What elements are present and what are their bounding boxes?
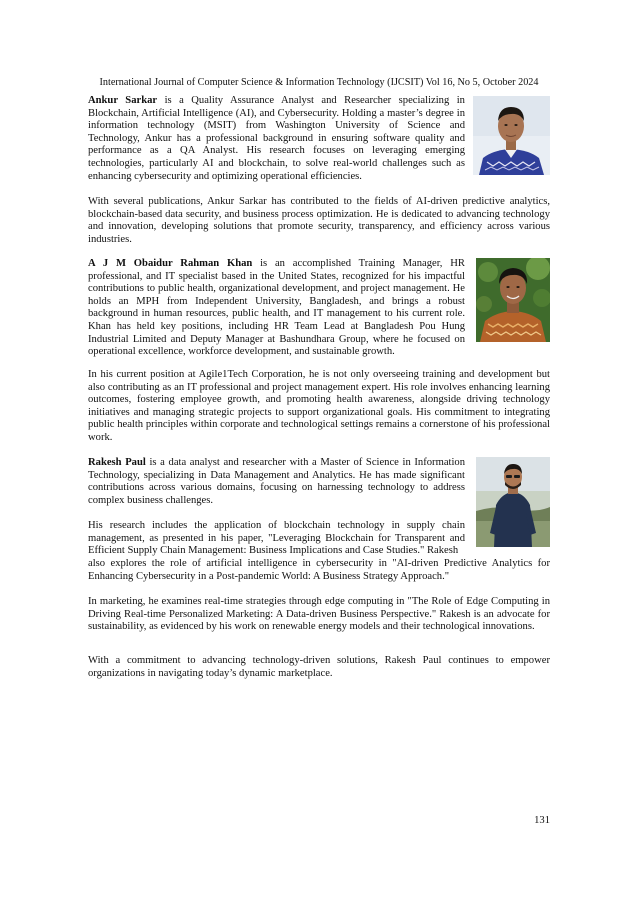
journal-header: International Journal of Computer Science & Information Technology (IJCSIT) Vol 16, No 5, October 2024 [99,77,539,88]
bio-text: is a Quality Assurance Analyst and Researcher specializing in Blockchain, Artificial Intelligence (AI), and Cybersecurity. Holding a master’s degree in information technology (MSIT) from Washington University of Science and Technology, Ankur has a professional background in ensuring software quality and performance as a QA Analyst. His research focuses on leveraging emerging technologies, particularly AI and blockchain, to solve real-world challenges such as enhancing cybersecurity and optimizing operational efficiencies. [88,95,465,182]
bio-text: is an accomplished Training Manager, HR professional, and IT specialist based in the United States, recognized for his impactful contributions to public health, organizational development, and project management. He holds an MPH from Independent University, Bangladesh, and brings a robust background in human resources, public health, and IT management to his current role. Khan has held key positions, including HR Team Lead at Bangladesh Pou Hung Industrial Limited and Deputy Manager at Bashundhara Group, where he focused on operational excellence, workforce development, and sustainable growth. [88,258,465,358]
bio-text: is a data analyst and researcher with a Master of Science in Information Technology, specializing in Data Management and Analytics. He has made significant contributions across various domains, focusing on harnessing technology to address complex business challenges. [88,457,465,506]
author-photo-ankur-sarkar [473,96,550,175]
bio-obaidur-khan-para1 [88,258,465,359]
bio-rakesh-paul-para3: In marketing, he examines real-time strategies through edge computing in "The Role of Edge Computing in Driving Real-time Personalized Marketing: A Data-driven Business Perspective." Rakesh is an advocate for sustainability, as evidenced by his work on renewable energy models and their technological innovations. [88,596,550,633]
bio-ankur-sarkar-para1 [88,95,465,183]
bio-rakesh-paul-para2b: also explores the role of artificial intelligence in cybersecurity in "AI-driven Predictive Analytics for Enhancing Cybersecurity in a Post-pandemic World: A Business Strategy Approach." [88,558,550,582]
bio-ankur-sarkar-para2: With several publications, Ankur Sarkar has contributed to the fields of AI-driven predictive analytics, blockchain-based data security, and business process optimization. He is dedicated to advancing technology and innovation, developing solutions that promote security, transparency, and efficiency across various industries. [88,196,550,245]
author-name: A J M Obaidur Rahman Khan [88,258,253,269]
bio-rakesh-paul-para1 [88,457,465,507]
author-name: Rakesh Paul [88,457,146,468]
author-name: Ankur Sarkar [88,95,158,106]
bio-rakesh-paul-para2a: His research includes the application of blockchain technology in supply chain management, as presented in his paper, "Leveraging Blockchain for Transparent and Efficient Supply Chain Management: Business Implications and Case Studies." Rakesh [88,520,465,557]
bio-obaidur-khan-para2: In his current position at Agile1Tech Corporation, he is not only overseeing training and development but also contributing as an IT professional and project management expert. His role involves enhancing learning outcomes, fostering employee growth, and promoting health awareness, alongside driving technology initiatives and managing strategic projects to support organizational goals. His commitment to integrating public health principles within corporate and technological settings remains a cornerstone of his professional work. [88,369,550,443]
author-photo-obaidur-khan [476,258,550,342]
author-photo-rakesh-paul [476,457,550,547]
page-number: 131 [534,815,550,826]
bio-rakesh-paul-para4: With a commitment to advancing technology-driven solutions, Rakesh Paul continues to empower organizations in navigating today’s dynamic marketplace. [88,655,550,679]
